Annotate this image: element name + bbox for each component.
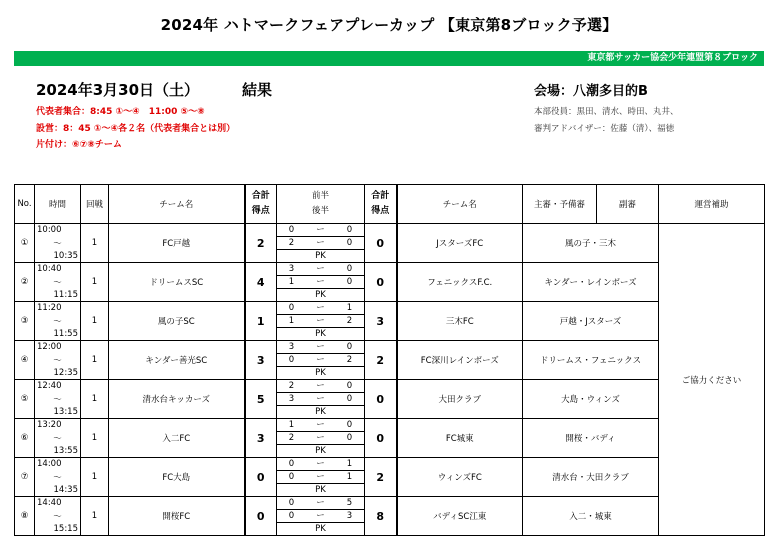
half-scores: [277, 497, 365, 536]
match-time: [35, 419, 81, 458]
half-scores: [277, 458, 365, 497]
away-total: 2: [365, 341, 397, 380]
h2-home: 1: [277, 315, 306, 328]
time-tilde: ～: [53, 356, 62, 366]
start-time: 13:20: [37, 420, 62, 430]
pk-label: PK: [306, 367, 335, 380]
home-team: 入二FC: [109, 419, 245, 458]
score-dash: ー: [306, 510, 335, 523]
header-no: No.: [15, 185, 35, 224]
h1-home: 0: [288, 497, 295, 508]
start-time: 10:40: [37, 264, 62, 274]
score-dash: ー: [316, 458, 325, 469]
h2-home: 0: [277, 510, 306, 523]
match-no: ⑥: [15, 419, 35, 458]
referees: 開桜・バディ: [523, 419, 659, 458]
away-total: 8: [365, 497, 397, 536]
score-dash: ー: [316, 380, 325, 391]
match-no: ④: [15, 341, 35, 380]
referees: キンダー・レインボーズ: [523, 263, 659, 302]
half-scores: [277, 419, 365, 458]
h1-away: 0: [346, 224, 353, 235]
away-total: 0: [365, 419, 397, 458]
time-tilde: ～: [53, 512, 62, 522]
h1-away: 1: [346, 458, 353, 469]
half-scores: [277, 380, 365, 419]
referees: ドリームス・フェニックス: [523, 341, 659, 380]
time-tilde: ～: [53, 278, 62, 288]
time-tilde: ～: [53, 239, 62, 249]
score-dash: ー: [316, 302, 325, 313]
match-no: ②: [15, 263, 35, 302]
match-time: [35, 302, 81, 341]
table-row: [15, 380, 765, 419]
match-time: [35, 497, 81, 536]
header-time: 時間: [35, 185, 81, 224]
away-team: バディSC江東: [397, 497, 523, 536]
result-label: 結果: [242, 81, 273, 99]
pk-home: [277, 367, 306, 380]
home-total: 4: [245, 263, 277, 302]
home-team: 開桜FC: [109, 497, 245, 536]
table-row: [15, 497, 765, 536]
score-dash: ー: [316, 341, 325, 352]
pk-away: [335, 484, 364, 497]
header-round: 回戦: [81, 185, 109, 224]
home-total: 0: [245, 458, 277, 497]
time-tilde: ～: [53, 395, 62, 405]
referees: 戸越・Jスターズ: [523, 302, 659, 341]
pk-label: PK: [306, 289, 335, 302]
home-team: ドリームスSC: [109, 263, 245, 302]
time-tilde: ～: [53, 317, 62, 327]
match-no: ③: [15, 302, 35, 341]
header-halves: [277, 185, 365, 224]
header-total-line2: 得点: [251, 206, 270, 216]
pk-label: PK: [306, 406, 335, 419]
match-round: 1: [81, 263, 109, 302]
home-team: 風の子SC: [109, 302, 245, 341]
match-no: ⑦: [15, 458, 35, 497]
h1-away: 0: [346, 341, 353, 352]
pk-label: PK: [306, 523, 335, 536]
match-round: 1: [81, 419, 109, 458]
referees: 清水台・大田クラブ: [523, 458, 659, 497]
start-time: 10:00: [37, 225, 62, 235]
h1-home: 0: [288, 224, 295, 235]
table-row: [15, 419, 765, 458]
half-scores: [277, 224, 365, 263]
pk-label: PK: [306, 445, 335, 458]
referees: 入二・城東: [523, 497, 659, 536]
header-total-away: [365, 185, 397, 224]
h2-home: 0: [277, 354, 306, 367]
match-time: [35, 458, 81, 497]
end-time: 10:35: [53, 251, 78, 261]
away-total: 2: [365, 458, 397, 497]
h1-home: 0: [288, 458, 295, 469]
score-dash: ー: [316, 263, 325, 274]
header-team-away: チーム名: [397, 185, 523, 224]
header-assistant: 副審: [597, 185, 659, 224]
pk-home: [277, 289, 306, 302]
header-team: チーム名: [109, 185, 245, 224]
h2-home: 3: [277, 393, 306, 406]
pk-home: [277, 406, 306, 419]
away-team: 三木FC: [397, 302, 523, 341]
h1-away: 5: [346, 497, 353, 508]
table-row: [15, 224, 765, 263]
match-time: [35, 263, 81, 302]
match-round: 1: [81, 224, 109, 263]
h2-away: 3: [335, 510, 364, 523]
score-dash: ー: [316, 419, 325, 430]
h2-away: 1: [335, 471, 364, 484]
h2-home: 1: [277, 276, 306, 289]
start-time: 12:00: [37, 342, 62, 352]
table-row: [15, 302, 765, 341]
pk-away: [335, 289, 364, 302]
header-total-away-line1: 合計: [371, 191, 390, 201]
h2-away: 0: [335, 276, 364, 289]
pk-away: [335, 523, 364, 536]
match-round: 1: [81, 302, 109, 341]
table-row: [15, 341, 765, 380]
h2-away: 0: [335, 237, 364, 250]
h1-home: 3: [288, 263, 295, 274]
home-total: 2: [245, 224, 277, 263]
pk-label: PK: [306, 328, 335, 341]
match-time: [35, 341, 81, 380]
half-scores: [277, 302, 365, 341]
end-time: 12:35: [53, 368, 78, 378]
note-assembly: 代表者集合：8:45 ①～④ 11:00 ⑤～⑧: [36, 107, 205, 117]
h2-away: 2: [335, 354, 364, 367]
h1-away: 1: [346, 302, 353, 313]
note-setup: 設営：8：45 ①～④各２名（代表者集合とは別）: [36, 123, 236, 134]
score-dash: ー: [306, 432, 335, 445]
table-header-row: [15, 185, 765, 224]
home-total: 0: [245, 497, 277, 536]
end-time: 11:55: [53, 329, 78, 339]
match-round: 1: [81, 380, 109, 419]
match-no: ⑤: [15, 380, 35, 419]
end-time: 13:15: [53, 407, 78, 417]
pk-home: [277, 250, 306, 263]
h2-home: 2: [277, 432, 306, 445]
table-row: [15, 263, 765, 302]
h1-home: 1: [288, 419, 295, 430]
pk-label: PK: [306, 484, 335, 497]
match-no: ⑧: [15, 497, 35, 536]
match-time: [35, 224, 81, 263]
header-referee: 主審・予備審: [523, 185, 597, 224]
header-total: [245, 185, 277, 224]
end-time: 14:35: [53, 485, 78, 495]
match-time: [35, 380, 81, 419]
away-total: 3: [365, 302, 397, 341]
start-time: 12:40: [37, 381, 62, 391]
venue: 会場：八潮多目的B: [534, 84, 648, 99]
results-table: [14, 184, 765, 536]
away-team: 大田クラブ: [397, 380, 523, 419]
away-team: FC城東: [397, 419, 523, 458]
time-tilde: ～: [53, 434, 62, 444]
match-round: 1: [81, 458, 109, 497]
pk-away: [335, 367, 364, 380]
pk-away: [335, 445, 364, 458]
h1-away: 0: [346, 263, 353, 274]
header-total-away-line2: 得点: [371, 206, 390, 216]
score-dash: ー: [306, 354, 335, 367]
home-total: 3: [245, 341, 277, 380]
score-dash: ー: [306, 315, 335, 328]
h1-away: 0: [346, 380, 353, 391]
time-tilde: ～: [53, 473, 62, 483]
score-dash: ー: [316, 224, 325, 235]
half-scores: [277, 263, 365, 302]
h2-home: 2: [277, 237, 306, 250]
pk-away: [335, 250, 364, 263]
referees: 風の子・三木: [523, 224, 659, 263]
end-time: 13:55: [53, 446, 78, 456]
match-round: 1: [81, 341, 109, 380]
h1-home: 0: [288, 302, 295, 313]
match-no: ①: [15, 224, 35, 263]
away-total: 0: [365, 380, 397, 419]
away-team: ウィンズFC: [397, 458, 523, 497]
start-time: 14:00: [37, 459, 62, 469]
away-team: JスターズFC: [397, 224, 523, 263]
h1-home: 2: [288, 380, 295, 391]
home-team: FC大島: [109, 458, 245, 497]
header-second-half: 後半: [311, 206, 329, 216]
home-team: 清水台キッカーズ: [109, 380, 245, 419]
association-banner: 東京都サッカー協会少年連盟第８ブロック: [14, 51, 764, 66]
away-total: 0: [365, 224, 397, 263]
pk-home: [277, 328, 306, 341]
h2-away: 0: [335, 432, 364, 445]
h1-away: 0: [346, 419, 353, 430]
pk-home: [277, 445, 306, 458]
h1-home: 3: [288, 341, 295, 352]
end-time: 15:15: [53, 524, 78, 534]
note-cleanup: 片付け：⑥⑦⑧チーム: [36, 140, 122, 150]
notes: [36, 104, 235, 154]
match-round: 1: [81, 497, 109, 536]
staff-list: [534, 104, 679, 138]
pk-away: [335, 328, 364, 341]
half-scores: [277, 341, 365, 380]
h2-away: 2: [335, 315, 364, 328]
end-time: 11:15: [53, 290, 78, 300]
score-dash: ー: [316, 497, 325, 508]
home-team: FC戸越: [109, 224, 245, 263]
pk-away: [335, 406, 364, 419]
staff-referee-advisers: 審判アドバイザー：佐藤（清）、福徳: [534, 124, 675, 134]
table-row: [15, 458, 765, 497]
referees: 大島・ウィンズ: [523, 380, 659, 419]
h2-away: 0: [335, 393, 364, 406]
score-dash: ー: [306, 276, 335, 289]
pk-home: [277, 523, 306, 536]
pk-home: [277, 484, 306, 497]
match-date: 2024年3月30日（土）: [36, 81, 200, 99]
home-total: 1: [245, 302, 277, 341]
away-total: 0: [365, 263, 397, 302]
home-total: 5: [245, 380, 277, 419]
start-time: 11:20: [37, 303, 62, 313]
away-team: フェニックスF.C.: [397, 263, 523, 302]
h2-home: 0: [277, 471, 306, 484]
header-first-half: 前半: [311, 191, 329, 201]
score-dash: ー: [306, 237, 335, 250]
support-cell: ご協力ください: [659, 224, 765, 536]
pk-label: PK: [306, 250, 335, 263]
home-team: キンダー善光SC: [109, 341, 245, 380]
score-dash: ー: [306, 471, 335, 484]
home-total: 3: [245, 419, 277, 458]
page-title: 2024年 ハトマークフェアプレーカップ 【東京第8ブロック予選】: [160, 16, 618, 34]
away-team: FC深川レインボーズ: [397, 341, 523, 380]
header-total-line1: 合計: [251, 191, 270, 201]
staff-officials: 本部役員：黒田、清水、時田、丸井、: [534, 107, 679, 117]
header-support: 運営補助: [659, 185, 765, 224]
start-time: 14:40: [37, 498, 62, 508]
score-dash: ー: [306, 393, 335, 406]
